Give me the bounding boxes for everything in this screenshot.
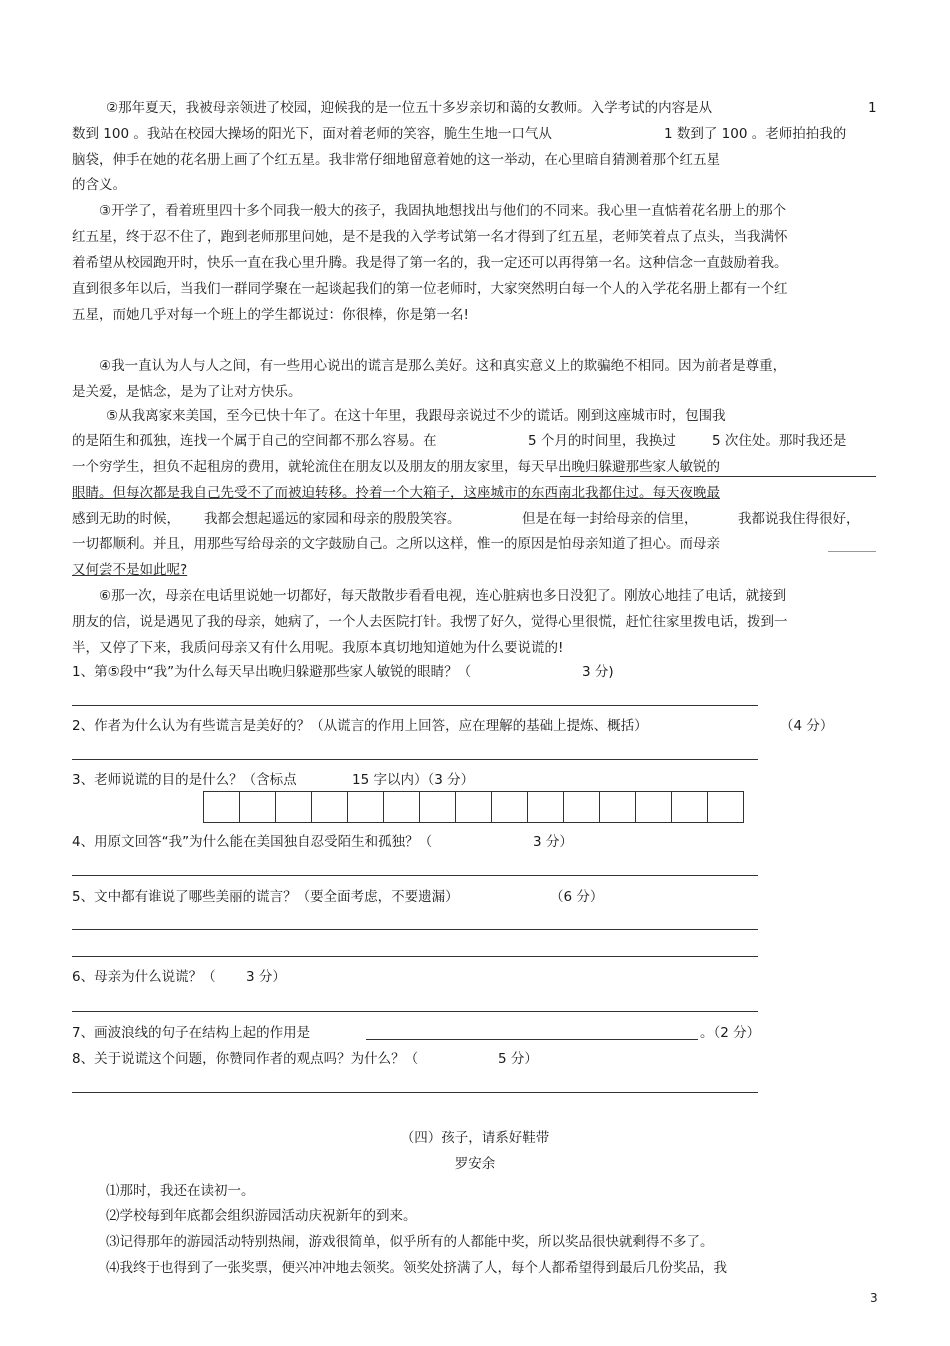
answer-line-6[interactable] <box>72 1011 758 1012</box>
answer-grid-cell[interactable] <box>636 792 672 822</box>
passage-p5-line5b: 我都会想起遥远的家园和母亲的殷殷笑容。 <box>204 511 461 527</box>
passage-p5-line2b: 5 个月的时间里，我换过 <box>528 433 676 449</box>
question-8-score: 5 分） <box>498 1051 538 1067</box>
section-4-para-1: ⑴那时，我还在读初一。 <box>106 1183 255 1199</box>
answer-line-8[interactable] <box>72 1092 758 1093</box>
answer-grid-cell[interactable] <box>348 792 384 822</box>
passage-p4: ④我一直认为人与人之间，有一些用心说出的谎言是那么美好。这和真实意义上的欺骗绝不相同。因为前者是尊重，是关爱，是惦念，是为了让对方快乐。 <box>72 358 787 400</box>
question-2-score: （4 分） <box>780 718 834 734</box>
passage-p2-line4: 的含义。 <box>72 177 126 193</box>
question-1-score: 3 分) <box>582 664 614 680</box>
question-7-score: 。（2 分） <box>700 1025 761 1041</box>
passage-p2-line2b: 1 数到了 100 。老师拍拍我的 <box>664 126 847 142</box>
question-3: 3、老师说谎的目的是什么？（含标点 <box>72 772 297 788</box>
answer-grid-cell[interactable] <box>276 792 312 822</box>
answer-grid-cell[interactable] <box>204 792 240 822</box>
answer-line-4[interactable] <box>72 875 758 876</box>
answer-grid-cell[interactable] <box>672 792 708 822</box>
passage-p5-line6: 一切都顺利。并且，用那些写给母亲的文字鼓励自己。之所以这样，惟一的原因是怕母亲知道了担心。而母亲 <box>72 536 720 552</box>
page-number: 3 <box>870 1291 878 1305</box>
question-6: 6、母亲为什么说谎？（ <box>72 969 216 985</box>
passage-p2-line1: ②那年夏天，我被母亲领进了校园，迎候我的是一位五十多岁亲切和蔼的女教师。入学考试的内容是从 <box>106 100 713 116</box>
question-5: 5、文中都有谁说了哪些美丽的谎言？（要全面考虑，不要遗漏） <box>72 889 459 905</box>
wavy-underline-segment <box>828 551 876 552</box>
answer-grid-cell[interactable] <box>708 792 743 822</box>
passage-p2-line3: 脑袋，伸手在她的花名册上画了个红五星。我非常仔细地留意着她的这一举动，在心里暗自猜测着那个红五星 <box>72 152 720 168</box>
answer-grid-cell[interactable] <box>492 792 528 822</box>
passage-p5-line3: 一个穷学生，担负不起租房的费用，就轮流住在朋友以及朋友的朋友家里，每天早出晚归躲避那些家人敏锐的 <box>72 459 720 475</box>
passage-p5-line2a: 的是陌生和孤独，连找一个属于自己的空间都不那么容易。在 <box>72 433 437 449</box>
passage-p5-line5c: 但是在每一封给母亲的信里， <box>522 511 698 527</box>
answer-line-1[interactable] <box>72 705 758 706</box>
wavy-underline-segment <box>560 476 876 477</box>
answer-grid-cell[interactable] <box>240 792 276 822</box>
answer-grid-cell[interactable] <box>564 792 600 822</box>
question-4-score: 3 分） <box>533 834 573 850</box>
question-1: 1、第⑤段中“我”为什么每天早出晚归躲避那些家人敏锐的眼睛？（ <box>72 664 472 680</box>
question-6-score: 3 分） <box>246 969 286 985</box>
question-4: 4、用原文回答“我”为什么能在美国独自忍受陌生和孤独？（ <box>72 834 433 850</box>
answer-grid-cell[interactable] <box>384 792 420 822</box>
answer-grid-15-chars[interactable] <box>203 791 744 823</box>
answer-line-7[interactable] <box>366 1039 698 1040</box>
passage-p2-line2a: 数到 100 。我站在校园大操场的阳光下，面对着老师的笑容，脆生生地一口气从 <box>72 126 552 142</box>
question-2: 2、作者为什么认为有些谎言是美好的？（从谎言的作用上回答，应在理解的基础上提炼、概括） <box>72 718 648 734</box>
answer-grid-cell[interactable] <box>600 792 636 822</box>
answer-grid-cell[interactable] <box>456 792 492 822</box>
passage-p6: ⑥那一次，母亲在电话里说她一切都好，每天散散步看看电视，连心脏病也多日没犯了。刚放心地挂了电话，就接到朋友的信，说是遇见了我的母亲，她病了，一个人去医院打针。我愣了好久，觉得心里很慌，赶忙往家里拨电话，拨到一半，又停了下来，我质问母亲又有什么用呢。我原本真切地知道她为什么要说谎的! <box>72 588 788 656</box>
section-4-para-3: ⑶记得那年的游园活动特别热闹，游戏很简单，似乎所有的人都能中奖，所以奖品很快就剩得不多了。 <box>106 1234 714 1250</box>
passage-p5-line5d: 我都说我住得很好， <box>738 511 860 527</box>
passage-p5-line5a: 感到无助的时候， <box>72 511 180 527</box>
question-7: 7、画波浪线的句子在结构上起的作用是 <box>72 1025 311 1041</box>
answer-line-2[interactable] <box>72 759 758 760</box>
question-3-limit: 15 字以内）（3 分） <box>352 772 475 788</box>
answer-grid-cell[interactable] <box>420 792 456 822</box>
passage-p2-number: 1 <box>868 100 877 116</box>
section-4-para-2: ⑵学校每到年底都会组织游园活动庆祝新年的到来。 <box>106 1208 417 1224</box>
answer-grid-cell[interactable] <box>528 792 564 822</box>
answer-line-5a[interactable] <box>72 929 758 930</box>
answer-line-5b[interactable] <box>72 956 758 957</box>
answer-grid-cell[interactable] <box>312 792 348 822</box>
section-4-para-4: ⑷我终于也得到了一张奖票，便兴冲冲地去领奖。领奖处挤满了人，每个人都希望得到最后几份奖品，我 <box>106 1260 727 1276</box>
passage-p5-line1: ⑤从我离家来美国，至今已快十年了。在这十年里，我跟母亲说过不少的谎话。刚到这座城市时，包围我 <box>106 408 726 424</box>
question-5-score: （6 分） <box>550 889 604 905</box>
question-8: 8、关于说谎这个问题，你赞同作者的观点吗？为什么？（ <box>72 1051 419 1067</box>
section-4-author: 罗安余 <box>454 1156 496 1172</box>
passage-p3: ③开学了，看着班里四十多个同我一般大的孩子，我固执地想找出与他们的不同来。我心里一直惦着花名册上的那个红五星，终于忍不住了，跑到老师那里问她，是不是我的入学考试第一名才得到了红五星，老师笑着点了点头，当我满怀着希望从校园跑开时，快乐一直在我心里升腾。我是得了第一名的，我一定还可以再得第一名。这种信念一直鼓励着我。直到很多年以后，当我们一群同学聚在一起谈起我们的第一位老师时，大家突然明白每一个人的入学花名册上都有一个红五星，而她几乎对每一个班上的学生都说过：你很棒，你是第一名! <box>72 203 788 323</box>
passage-p5-line4: 眼睛。但每次都是我自己先受不了而被迫转移。拎着一个大箱子，这座城市的东西南北我都住过。每天夜晚最 <box>72 485 720 501</box>
passage-p5-line2c: 5 次住处。那时我还是 <box>712 433 847 449</box>
passage-p5-line7: 又何尝不是如此呢? <box>72 562 188 578</box>
section-4-title: （四）孩子，请系好鞋带 <box>400 1130 550 1146</box>
